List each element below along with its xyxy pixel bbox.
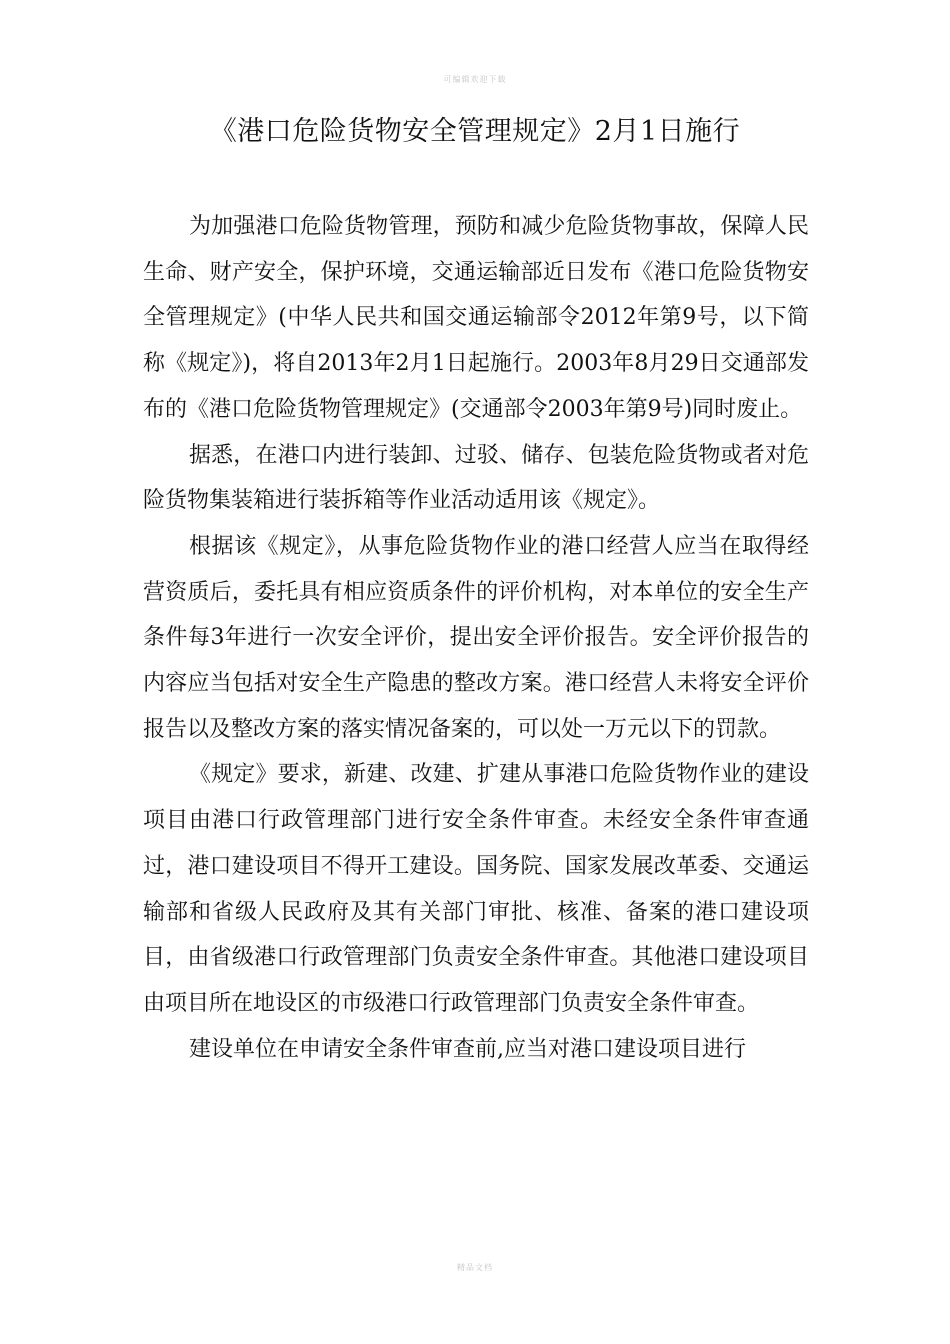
paragraph-3: 根据该《规定》，从事危险货物作业的港口经营人应当在取得经营资质后，委托具有相应资质条件的评价机构，对本单位的安全生产条件每3年进行一次安全评价，提出安全评价报告。安全评价报告的内容应当包括对安全生产隐患的整改方案。港口经营人未将安全评价报告以及整改方案的落实情况备案的，可以处一万元以下的罚款。 (143, 533, 809, 742)
paragraph-2: 据悉，在港口内进行装卸、过驳、储存、包装危险货物或者对危险货物集装箱进行装拆箱等作业活动适用该《规定》。 (143, 442, 809, 514)
document-title: 《港口危险货物安全管理规定》2月1日施行 (209, 116, 741, 147)
paragraph-1: 为加强港口危险货物管理，预防和减少危险货物事故，保障人民生命、财产安全，保护环境，交通运输部近日发布《港口危险货物安全管理规定》(中华人民共和国交通运输部令2012年第9号，以下简称《规定》)，将自2013年2月1日起施行。2003年8月29日交通部发布的《港口危险货物管理规定》(交通部令2003年第9号)同时废止。 (143, 214, 809, 422)
paragraph-4: 《规定》要求，新建、改建、扩建从事港口危险货物作业的建设项目由港口行政管理部门进行安全条件审查。未经安全条件审查通过，港口建设项目不得开工建设。国务院、国家发展改革委、交通运输部和省级人民政府及其有关部门审批、核准、备案的港口建设项目，由省级港口行政管理部门负责安全条件审查。其他港口建设项目由项目所在地设区的市级港口行政管理部门负责安全条件审查。 (143, 762, 809, 1016)
paragraph-5: 建设单位在申请安全条件审查前,应当对港口建设项目进行 (189, 1036, 746, 1062)
document-body (143, 204, 809, 1072)
header-watermark: 可编辑欢迎下载 (443, 75, 507, 84)
footer-watermark: 精品文档 (457, 1263, 493, 1272)
